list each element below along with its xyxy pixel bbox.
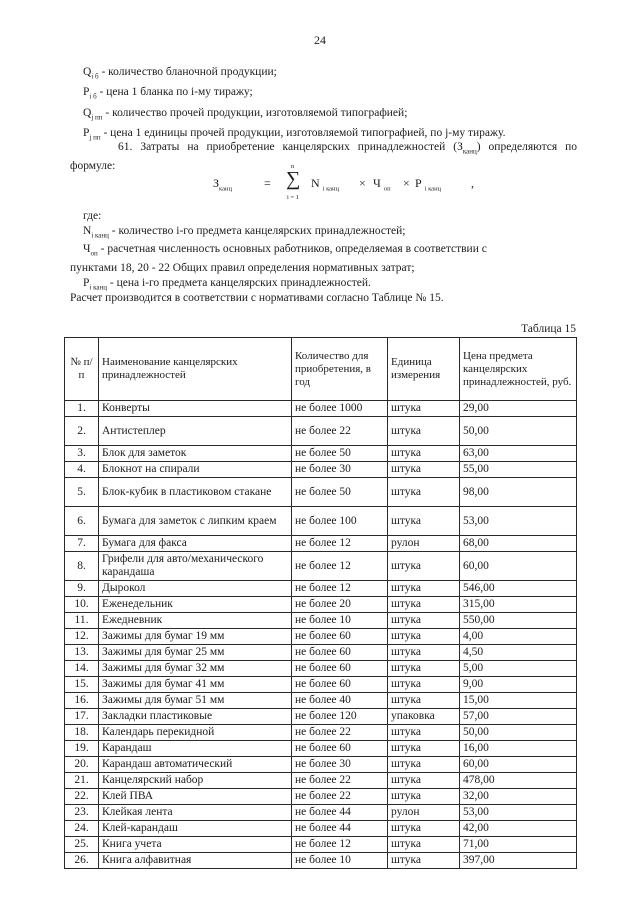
sigma-symbol: ∑ <box>286 168 301 190</box>
where-item: $N_{i канц}$ - количество i-го предмета канцелярских принадлежностей; <box>83 224 406 239</box>
cell-number: 17. <box>65 709 99 725</box>
cell-quantity: не более 100 <box>292 507 388 536</box>
def-text: - количество бланочной продукции; <box>98 66 277 78</box>
table-row <box>65 677 577 693</box>
cell-unit: рулон <box>388 536 460 552</box>
cell-unit: штука <box>388 645 460 661</box>
cell-price: 50,00 <box>460 725 577 741</box>
cell-price: 57,00 <box>460 709 577 725</box>
cell-quantity: не более 12 <box>292 837 388 853</box>
paragraph-61-text: 61. Затраты на приобретение канцелярских принадлежностей (З <box>118 141 463 153</box>
cell-price: 29,00 <box>460 401 577 417</box>
paragraph-61-text-end: ) определяются по формуле: <box>70 141 577 173</box>
cell-quantity: не более 22 <box>292 725 388 741</box>
cell-number: 6. <box>65 507 99 536</box>
cell-quantity: не более 12 <box>292 536 388 552</box>
cell-price: 60,00 <box>460 552 577 581</box>
cell-price: 16,00 <box>460 741 577 757</box>
cell-number: 10. <box>65 597 99 613</box>
cell-name: Книга алфавитная <box>99 853 292 869</box>
cell-unit: рулон <box>388 805 460 821</box>
table-row <box>65 581 577 597</box>
cell-unit: штука <box>388 629 460 645</box>
cell-quantity: не более 50 <box>292 446 388 462</box>
cell-name: Зажимы для бумаг 25 мм <box>99 645 292 661</box>
cell-price: 53,00 <box>460 507 577 536</box>
table-row <box>65 462 577 478</box>
cell-number: 22. <box>65 789 99 805</box>
cell-name: Бумага для факса <box>99 536 292 552</box>
table-row <box>65 773 577 789</box>
cell-number: 16. <box>65 693 99 709</box>
cell-name: Дырокол <box>99 581 292 597</box>
table-row <box>65 597 577 613</box>
cell-quantity: не более 120 <box>292 709 388 725</box>
cell-price: 397,00 <box>460 853 577 869</box>
cell-unit: штука <box>388 677 460 693</box>
table-row <box>65 789 577 805</box>
cell-quantity: не более 60 <box>292 629 388 645</box>
cell-price: 5,00 <box>460 661 577 677</box>
formula-p: P $_{i канц}$ <box>415 176 442 193</box>
table-row <box>65 661 577 677</box>
cell-quantity: не более 44 <box>292 805 388 821</box>
cell-quantity: не более 44 <box>292 821 388 837</box>
cell-unit: штука <box>388 552 460 581</box>
formula-ch: Ч $_{оп}$ <box>373 176 391 193</box>
cell-price: 63,00 <box>460 446 577 462</box>
cell-unit: штука <box>388 446 460 462</box>
formula-comma: , <box>471 176 474 190</box>
formula-lhs: $З_{канц}$ <box>213 176 232 193</box>
def-symbol: P <box>83 126 90 139</box>
cell-quantity: не более 40 <box>292 693 388 709</box>
cell-unit: штука <box>388 821 460 837</box>
cell-name: Блок-кубик в пластиковом стакане <box>99 478 292 507</box>
cell-number: 9. <box>65 581 99 597</box>
cell-number: 2. <box>65 417 99 446</box>
table-row <box>65 629 577 645</box>
cell-name: Конверты <box>99 401 292 417</box>
cell-unit: штука <box>388 581 460 597</box>
cell-number: 7. <box>65 536 99 552</box>
cell-name: Календарь перекидной <box>99 725 292 741</box>
cell-number: 13. <box>65 645 99 661</box>
cell-quantity: не более 10 <box>292 613 388 629</box>
paragraph-61-subscript: канц <box>462 147 477 156</box>
sum-lower-limit: i = 1 <box>287 194 299 201</box>
table-row <box>65 821 577 837</box>
cell-unit: штука <box>388 478 460 507</box>
calculation-note: Расчет производится в соответствии с нормативами согласно Таблице № 15. <box>70 292 444 304</box>
cell-price: 98,00 <box>460 478 577 507</box>
def-symbol: Q <box>83 106 92 119</box>
cell-name: Клей-карандаш <box>99 821 292 837</box>
table-row <box>65 417 577 446</box>
cell-price: 55,00 <box>460 462 577 478</box>
cell-number: 5. <box>65 478 99 507</box>
header-name: Наименование канцелярских принадлежностей <box>99 338 292 401</box>
where-item: $P_{i канц}$ - цена i-го предмета канцелярских принадлежностей. <box>83 276 371 291</box>
cell-quantity: не более 1000 <box>292 401 388 417</box>
cell-name: Еженедельник <box>99 597 292 613</box>
table-row <box>65 613 577 629</box>
cell-number: 26. <box>65 853 99 869</box>
cell-price: 60,00 <box>460 757 577 773</box>
cell-number: 14. <box>65 661 99 677</box>
cell-name: Канцелярский набор <box>99 773 292 789</box>
def-symbol: P <box>83 86 90 99</box>
table-row <box>65 552 577 581</box>
cell-price: 42,00 <box>460 821 577 837</box>
table-row <box>65 693 577 709</box>
table-row <box>65 837 577 853</box>
table-caption: Таблица 15 <box>521 323 576 335</box>
page-number: 24 <box>314 33 326 47</box>
table-row <box>65 478 577 507</box>
cell-name: Блок для заметок <box>99 446 292 462</box>
def-text: - цена 1 единицы прочей продукции, изготовляемой типографией, по j-му тиражу. <box>100 126 506 139</box>
cell-unit: штука <box>388 757 460 773</box>
where-item-continuation: пунктами 18, 20 - 22 Общих правил определения нормативных затрат; <box>70 262 415 275</box>
table-row <box>65 446 577 462</box>
cell-unit: штука <box>388 661 460 677</box>
def-text: - цена 1 бланка по i-му тиражу; <box>96 86 253 99</box>
cell-quantity: не более 60 <box>292 661 388 677</box>
cell-number: 11. <box>65 613 99 629</box>
header-price: Цена предмета канцелярских принадлежностей, руб. <box>460 338 577 401</box>
cell-quantity: не более 30 <box>292 757 388 773</box>
cell-price: 15,00 <box>460 693 577 709</box>
formula-n: N $_{i канц}$ <box>311 176 340 193</box>
cell-unit: штука <box>388 789 460 805</box>
formula-times: × <box>359 176 366 190</box>
cell-number: 24. <box>65 821 99 837</box>
cell-quantity: не более 10 <box>292 853 388 869</box>
cell-name: Закладки пластиковые <box>99 709 292 725</box>
table-row <box>65 757 577 773</box>
header-number: № п/п <box>65 338 99 401</box>
cell-unit: штука <box>388 693 460 709</box>
cell-unit: штука <box>388 401 460 417</box>
cell-name: Клей ПВА <box>99 789 292 805</box>
header-unit: Единица измерения <box>388 338 460 401</box>
cell-price: 53,00 <box>460 805 577 821</box>
cell-unit: штука <box>388 773 460 789</box>
formula-times: × <box>403 176 410 190</box>
cell-number: 4. <box>65 462 99 478</box>
cell-quantity: не более 60 <box>292 677 388 693</box>
cell-price: 546,00 <box>460 581 577 597</box>
cell-number: 12. <box>65 629 99 645</box>
def-subscript: j пп <box>89 133 101 142</box>
table-row <box>65 725 577 741</box>
definition-line <box>83 64 583 84</box>
cell-unit: штука <box>388 462 460 478</box>
cell-number: 21. <box>65 773 99 789</box>
cell-name: Зажимы для бумаг 41 мм <box>99 677 292 693</box>
cell-price: 4,50 <box>460 645 577 661</box>
cell-price: 4,00 <box>460 629 577 645</box>
cell-number: 20. <box>65 757 99 773</box>
table-header-row <box>65 338 577 401</box>
cell-quantity: не более 60 <box>292 645 388 661</box>
table-row <box>65 507 577 536</box>
sum-upper-limit: n <box>291 163 295 170</box>
definitions-block <box>83 64 583 145</box>
cell-quantity: не более 12 <box>292 552 388 581</box>
cell-quantity: не более 12 <box>292 581 388 597</box>
cell-name: Антистеплер <box>99 417 292 446</box>
formula-equals: = <box>264 176 271 190</box>
cell-name: Зажимы для бумаг 32 мм <box>99 661 292 677</box>
cell-quantity: не более 30 <box>292 462 388 478</box>
where-label: где: <box>83 210 102 222</box>
cell-price: 550,00 <box>460 613 577 629</box>
cell-number: 3. <box>65 446 99 462</box>
table-row <box>65 536 577 552</box>
table-row <box>65 741 577 757</box>
cell-name: Бумага для заметок с липким краем <box>99 507 292 536</box>
cell-unit: упаковка <box>388 709 460 725</box>
cell-unit: штука <box>388 837 460 853</box>
cell-unit: штука <box>388 741 460 757</box>
cell-name: Грифели для авто/механического карандаша <box>99 552 292 581</box>
cell-number: 19. <box>65 741 99 757</box>
cell-price: 50,00 <box>460 417 577 446</box>
cell-name: Ежедневник <box>99 613 292 629</box>
cell-price: 9,00 <box>460 677 577 693</box>
table-row <box>65 645 577 661</box>
table-row <box>65 709 577 725</box>
cell-unit: штука <box>388 613 460 629</box>
table-row <box>65 401 577 417</box>
def-symbol: Q <box>83 66 92 78</box>
def-subscript: i б <box>91 72 99 81</box>
cell-unit: штука <box>388 853 460 869</box>
cell-name: Клейкая лента <box>99 805 292 821</box>
cell-unit: штука <box>388 597 460 613</box>
cell-price: 315,00 <box>460 597 577 613</box>
cell-unit: штука <box>388 725 460 741</box>
definition-line <box>83 105 583 125</box>
cell-name: Зажимы для бумаг 19 мм <box>99 629 292 645</box>
where-block <box>70 209 578 294</box>
cell-quantity: не более 22 <box>292 789 388 805</box>
cell-name: Карандаш автоматический <box>99 757 292 773</box>
where-item: $Ч_{оп}$ - расчетная численность основных работников, определяемая в соответствии с <box>83 243 487 258</box>
cell-number: 1. <box>65 401 99 417</box>
cell-number: 25. <box>65 837 99 853</box>
table-row <box>65 805 577 821</box>
cell-unit: штука <box>388 507 460 536</box>
cell-price: 478,00 <box>460 773 577 789</box>
cell-number: 8. <box>65 552 99 581</box>
header-quantity: Количество для приобретения, в год <box>292 338 388 401</box>
cell-name: Карандаш <box>99 741 292 757</box>
formula <box>185 163 485 203</box>
def-text: - количество прочей продукции, изготовляемой типографией; <box>102 106 408 119</box>
cell-number: 18. <box>65 725 99 741</box>
def-subscript: i б <box>89 92 97 101</box>
cell-quantity: не более 22 <box>292 417 388 446</box>
cell-name: Книга учета <box>99 837 292 853</box>
cell-name: Блокнот на спирали <box>99 462 292 478</box>
cell-name: Зажимы для бумаг 51 мм <box>99 693 292 709</box>
cell-price: 71,00 <box>460 837 577 853</box>
cell-unit: штука <box>388 417 460 446</box>
cell-quantity: не более 22 <box>292 773 388 789</box>
table-row <box>65 853 577 869</box>
cell-price: 32,00 <box>460 789 577 805</box>
cell-quantity: не более 20 <box>292 597 388 613</box>
definition-line <box>83 84 583 104</box>
cell-price: 68,00 <box>460 536 577 552</box>
cell-number: 23. <box>65 805 99 821</box>
stationery-table <box>64 337 577 869</box>
cell-quantity: не более 50 <box>292 478 388 507</box>
cell-number: 15. <box>65 677 99 693</box>
cell-quantity: не более 60 <box>292 741 388 757</box>
def-subscript: j пп <box>91 112 103 121</box>
